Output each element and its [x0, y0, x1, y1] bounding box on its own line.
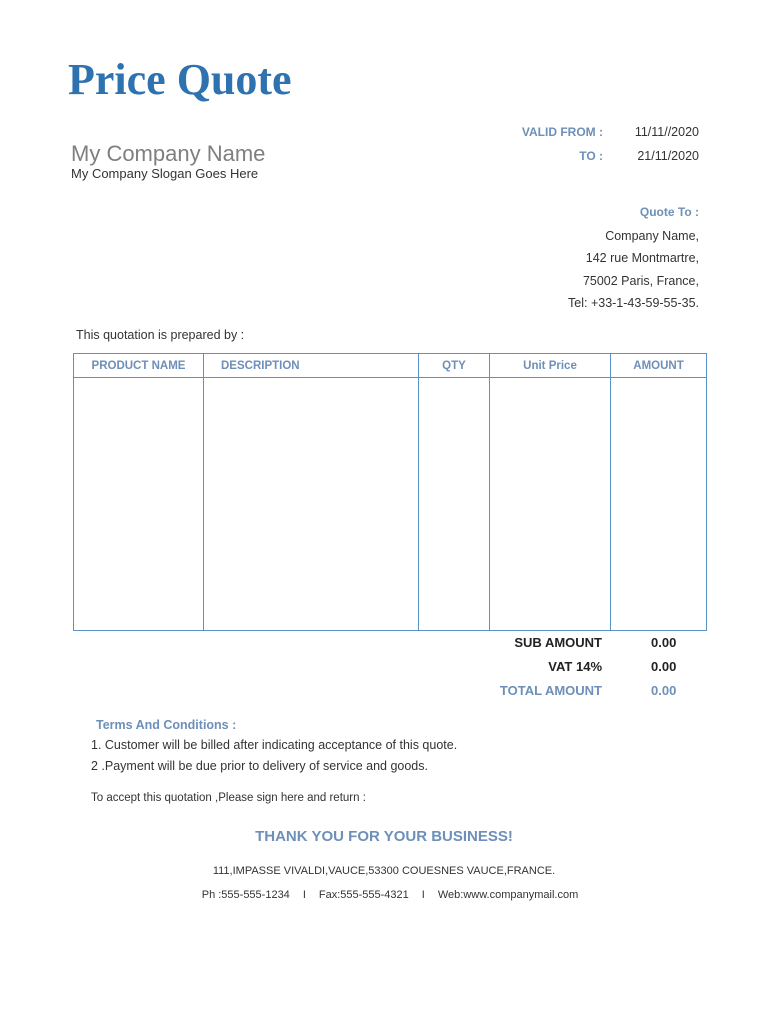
quote-to-label: Quote To :	[639, 205, 699, 219]
prepared-by-text: This quotation is prepared by :	[76, 328, 245, 342]
page-title: Price Quote	[68, 55, 292, 104]
footer-contact	[0, 889, 768, 901]
column-header-product-name: PRODUCT NAME	[74, 354, 204, 378]
product-name-cell[interactable]	[74, 378, 204, 631]
recipient-city: 75002 Paris, France,	[582, 274, 699, 288]
terms-title: Terms And Conditions :	[96, 718, 237, 732]
unit-price-cell[interactable]	[490, 378, 611, 631]
amount-cell[interactable]	[611, 378, 707, 631]
company-name: My Company Name	[71, 141, 266, 166]
table-row	[74, 378, 707, 631]
qty-cell[interactable]	[419, 378, 490, 631]
recipient-company: Company Name,	[605, 229, 699, 243]
term-item: 1. Customer will be billed after indicating acceptance of this quote.	[91, 738, 458, 752]
recipient-phone: Tel: +33-1-43-59-55-35.	[568, 296, 699, 310]
description-cell[interactable]	[204, 378, 419, 631]
sub-amount-value: 0.00	[651, 635, 677, 650]
company-slogan: My Company Slogan Goes Here	[71, 166, 259, 181]
column-header-description: DESCRIPTION	[204, 354, 419, 378]
total-amount-label: TOTAL AMOUNT	[499, 683, 602, 698]
term-item: 2 .Payment will be due prior to delivery of service and goods.	[91, 759, 428, 773]
thank-you-message: THANK YOU FOR YOUR BUSINESS!	[255, 828, 513, 845]
quote-items-table	[73, 353, 707, 631]
valid-from-value: 11/11//2020	[634, 125, 699, 139]
footer-address: 111,IMPASSE VIVALDI,VAUCE,53300 COUESNES VAUCE,FRANCE.	[212, 865, 556, 877]
sub-amount-label: SUB AMOUNT	[514, 635, 602, 650]
column-header-qty: QTY	[419, 354, 490, 378]
table-header-row	[74, 354, 707, 378]
recipient-street: 142 rue Montmartre,	[585, 251, 699, 265]
footer-phone: Ph :555-555-1234	[201, 889, 290, 901]
column-header-unit-price: Unit Price	[490, 354, 611, 378]
total-amount-value: 0.00	[651, 683, 677, 698]
accept-instructions: To accept this quotation ,Please sign here and return :	[91, 792, 366, 804]
valid-to-value: 21/11/2020	[637, 149, 699, 163]
footer-separator: I	[421, 889, 425, 901]
valid-to-label: TO :	[579, 149, 603, 163]
column-header-amount: AMOUNT	[611, 354, 707, 378]
vat-label: VAT 14%	[548, 659, 602, 674]
footer-separator: I	[302, 889, 306, 901]
footer-fax: Fax:555-555-4321	[318, 889, 409, 901]
footer-web: Web:www.companymail.com	[437, 889, 579, 901]
valid-from-label: VALID FROM :	[521, 125, 603, 139]
vat-value: 0.00	[651, 659, 677, 674]
